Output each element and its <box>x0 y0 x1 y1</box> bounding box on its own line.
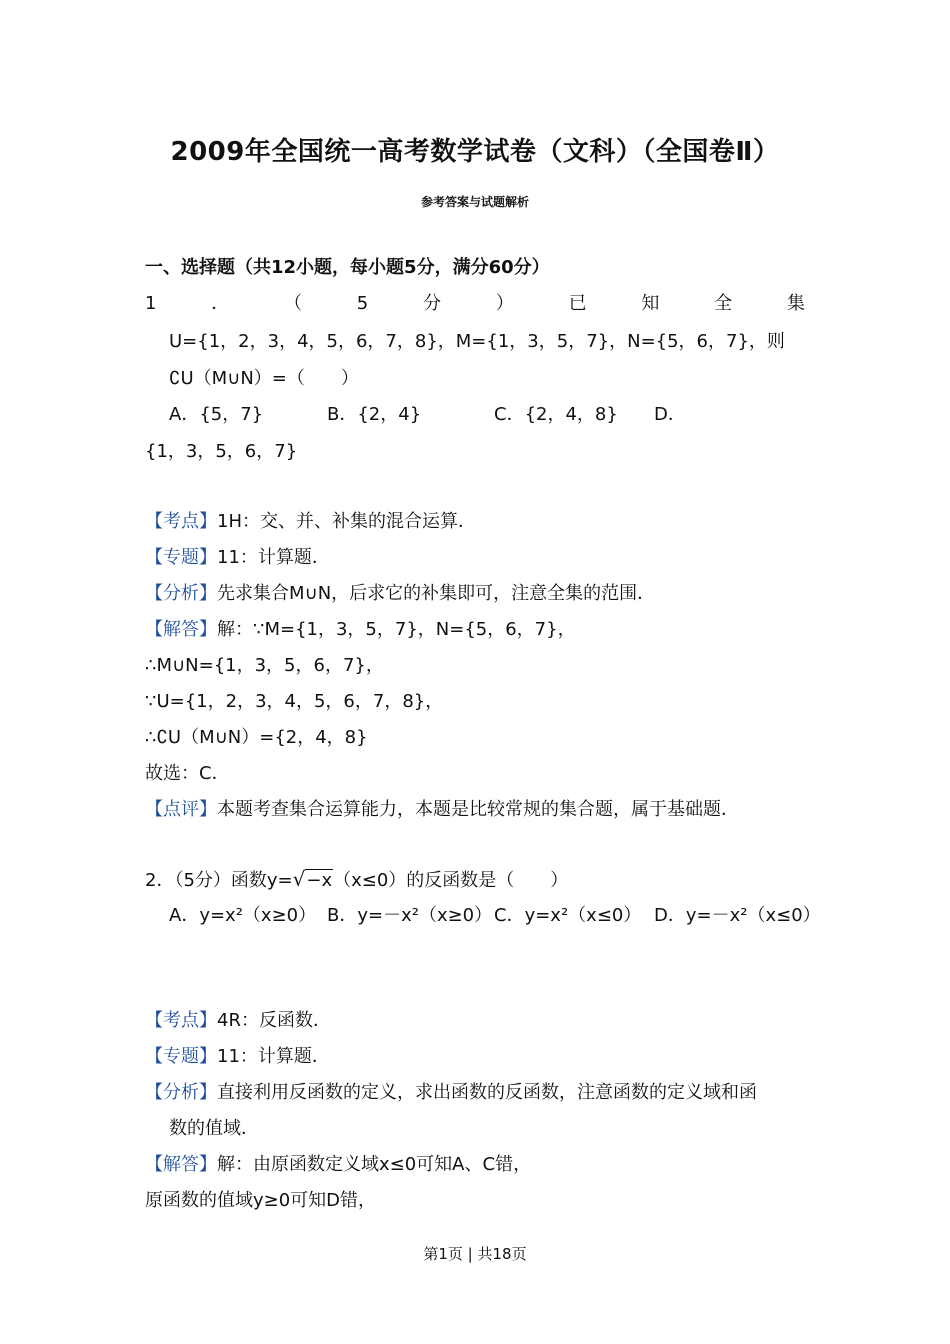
q1-step2: ∵U={1，2，3，4，5，6，7，8}， <box>145 691 444 712</box>
q1-stem-token: 1 <box>145 293 157 314</box>
q1-choice-d: D． <box>654 404 686 425</box>
q1-stem-line1 <box>145 292 805 316</box>
q2-stem-post: （x≤0）的反函数是（ ） <box>333 870 569 891</box>
page-subtitle: 参考答案与试题解析 <box>420 195 529 209</box>
q1-kaodian <box>145 510 476 534</box>
section-header: 一、选择题（共12小题，每小题5分，满分60分） <box>145 257 550 278</box>
q2-choice-c-text: C．y=x²（x≤0） <box>494 905 642 926</box>
q1-step1: ∴M∪N={1，3，5，6，7}， <box>145 655 384 676</box>
q2-step1: 原函数的值域y≥0可知D错， <box>145 1190 377 1211</box>
kaodian-label: 【考点】 <box>145 511 217 532</box>
kaodian-text: 4R：反函数． <box>217 1010 331 1031</box>
zhuanti-label: 【专题】 <box>145 547 217 568</box>
zhuanti-label: 【专题】 <box>145 1046 217 1067</box>
q1-stem-token: 5 <box>356 293 369 314</box>
zhuanti-text: 11：计算题． <box>217 547 330 568</box>
page-title: 2009年全国统一高考数学试卷（文科）（全国卷Ⅱ） <box>170 137 780 167</box>
q2-stem-pre: 2．（5分）函数y= <box>145 870 293 891</box>
jieda-text: 解：由原函数定义域x≤0可知A、C错， <box>217 1154 532 1175</box>
radicand: −x <box>306 870 333 891</box>
q2-choice-b-text: B．y=－x²（x≥0） <box>327 905 493 926</box>
q1-stem-token: 知 <box>641 293 660 314</box>
q2-stem <box>145 867 568 893</box>
q1-stem-token: （ <box>284 293 303 314</box>
q1-choice-c: C．{2，4，8} <box>494 404 618 425</box>
q2-choice-a-text: A．y=x²（x≥0） <box>169 905 317 926</box>
q1-stem-token: ． <box>211 293 230 314</box>
q1-zhuanti <box>145 546 330 570</box>
page-footer: 第1页 | 共18页 <box>423 1245 527 1263</box>
q2-choice-d-text: D．y=－x²（x≤0） <box>654 905 821 926</box>
q1-fenxi <box>145 582 655 606</box>
q1-stem-token: 集 <box>786 293 805 314</box>
kaodian-text: 1H：交、并、补集的混合运算． <box>217 511 476 532</box>
q2-fenxi <box>145 1081 757 1105</box>
q1-choice-a: A．{5，7} <box>169 404 264 425</box>
q1-jieda <box>145 618 576 642</box>
q1-step4: 故选：C． <box>145 763 230 784</box>
q1-choice-b: B．{2，4} <box>327 404 422 425</box>
q2-fenxi-cont: 数的值域． <box>169 1118 259 1139</box>
q1-stem-line3: ∁U（M∪N）=（ ） <box>169 368 359 389</box>
sqrt-expression <box>293 867 333 893</box>
dianping-text: 本题考查集合运算能力，本题是比较常规的集合题，属于基础题． <box>217 799 739 820</box>
q2-kaodian <box>145 1009 331 1033</box>
fenxi-text: 先求集合M∪N，后求它的补集即可，注意全集的范围． <box>217 583 656 604</box>
q1-dianping <box>145 798 739 822</box>
q1-stem-line2: U={1，2，3，4，5，6，7，8}，M={1，3，5，7}，N={5，6，7}，则 <box>169 331 785 352</box>
q2-zhuanti <box>145 1045 330 1069</box>
kaodian-label: 【考点】 <box>145 1010 217 1031</box>
fenxi-label: 【分析】 <box>145 583 217 604</box>
q1-stem-token: 全 <box>714 293 733 314</box>
fenxi-label: 【分析】 <box>145 1082 217 1103</box>
zhuanti-text: 11：计算题． <box>217 1046 330 1067</box>
q1-stem-token: 分 <box>423 293 442 314</box>
q1-stem-token: ） <box>495 293 514 314</box>
q1-choice-d-value: {1，3，5，6，7} <box>145 441 298 462</box>
jieda-text: 解：∵M={1，3，5，7}，N={5，6，7}， <box>217 619 576 640</box>
q2-jieda <box>145 1153 531 1177</box>
jieda-label: 【解答】 <box>145 1154 217 1175</box>
jieda-label: 【解答】 <box>145 619 217 640</box>
q1-stem-token: 已 <box>568 293 587 314</box>
dianping-label: 【点评】 <box>145 799 217 820</box>
q1-step3: ∴∁U（M∪N）={2，4，8} <box>145 727 368 748</box>
fenxi-text: 直接利用反函数的定义，求出函数的反函数，注意函数的定义域和函 <box>217 1082 757 1103</box>
radical-sign: √ <box>292 867 306 891</box>
